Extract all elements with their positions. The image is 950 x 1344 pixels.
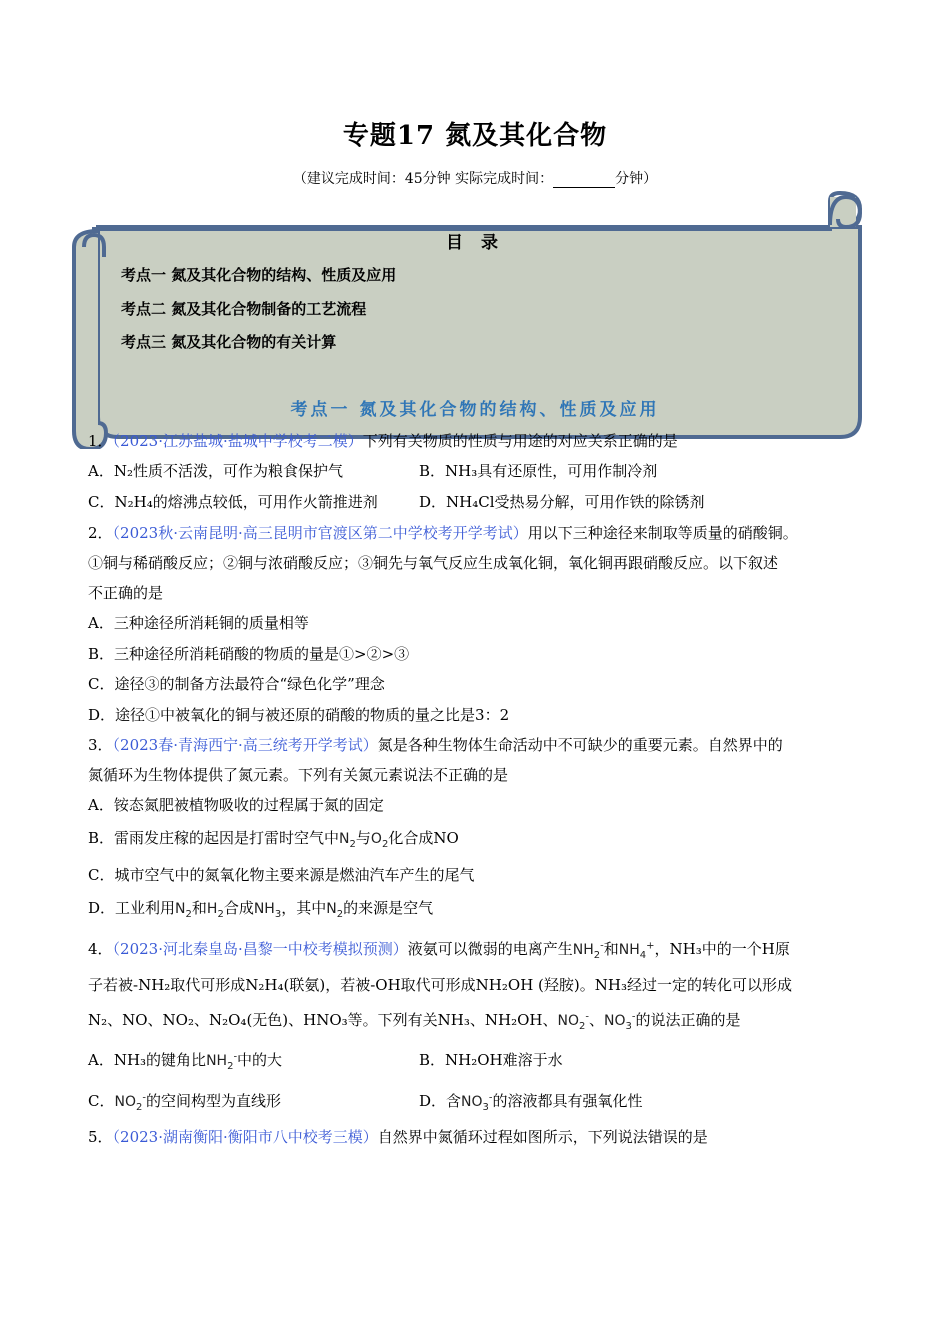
q4-option-b[interactable]: B．NH₂OH难溶于水 <box>419 1051 563 1069</box>
page-title: 专题17 氮及其化合物 <box>342 121 608 151</box>
q2-option-c[interactable]: C．途径③的制备方法最符合“绿色化学”理念 <box>88 675 385 693</box>
formula-no2-minus: $NO_2^-$ <box>557 1011 589 1032</box>
q1-option-a[interactable]: A．N₂性质不活泼，可作为粮食保护气 <box>88 462 343 480</box>
q2-option-a[interactable]: A．三种途径所消耗铜的质量相等 <box>88 614 309 632</box>
question-4-stem-line3: N₂、NO、NO₂、N₂O₄(无色)、HNO₃等。下列有关NH₃、NH₂OH、$NO_2^-$、$NO_3^-$的说法正确的是 <box>88 1011 741 1032</box>
q1-option-d[interactable]: D．NH₄Cl受热易分解，可用作铁的除锈剂 <box>419 493 705 511</box>
q1-option-c[interactable]: C．N₂H₄的熔沸点较低，可用作火箭推进剂 <box>88 493 378 511</box>
q4-option-d[interactable]: D．含$NO_3^-$的溶液都具有强氧化性 <box>419 1092 643 1113</box>
q3-option-b[interactable]: B．雷雨发庄稼的起因是打雷时空气中$N_2$与$O_2$化合成NO <box>88 829 459 850</box>
toc-item-2[interactable]: 考点二 氮及其化合物制备的工艺流程 <box>121 300 367 318</box>
q2-option-b[interactable]: B．三种途径所消耗硝酸的物质的量是①>②>③ <box>88 645 410 663</box>
time-blank[interactable] <box>553 173 615 188</box>
formula-n2: $N_2$ <box>175 901 192 920</box>
question-4-stem: 4．（2023·河北秦皇岛·昌黎一中校考模拟预测）液氨可以微弱的电离产生$NH_2^-$和$NH_4^+$，NH₃中的一个H原 <box>88 940 790 961</box>
formula-o2: $O_2$ <box>370 831 389 850</box>
toc-heading: 目 录 <box>446 233 504 253</box>
formula-nh4-plus: $NH_4^+$ <box>618 940 655 961</box>
formula-nh3: $NH_3$ <box>253 901 282 920</box>
formula-n2: $N_2$ <box>326 901 344 920</box>
formula-h2: $H_2$ <box>206 901 224 920</box>
q2-option-d[interactable]: D．途径①中被氧化的铜与被还原的硝酸的物质的量之比是3：2 <box>88 706 510 724</box>
formula-no2-minus: $NO_2^-$ <box>114 1092 146 1113</box>
question-2-stem-line2: ①铜与稀硝酸反应；②铜与浓硝酸反应；③铜先与氧气反应生成氧化铜，氧化铜再跟硝酸反应。以下叙述 <box>88 554 779 572</box>
question-4-stem-line2: 子若被-NH₂取代可形成N₂H₄(联氨)，若被-OH取代可形成NH₂OH (羟胺)。NH₃经过一定的转化可以形成 <box>88 976 792 994</box>
formula-no3-minus: $NO_3^-$ <box>603 1011 636 1032</box>
question-5-stem: 5．（2023·湖南衡阳·衡阳市八中校考三模）自然界中氮循环过程如图所示，下列说法错误的是 <box>88 1128 708 1146</box>
formula-nh2-minus: $NH_2^-$ <box>572 940 604 961</box>
q3-option-a[interactable]: A．铵态氮肥被植物吸收的过程属于氮的固定 <box>88 796 384 814</box>
question-3-stem-line2: 氮循环为生物体提供了氮元素。下列有关氮元素说法不正确的是 <box>88 766 509 784</box>
toc-item-3[interactable]: 考点三 氮及其化合物的有关计算 <box>121 333 337 351</box>
time-note: （建议完成时间：45分钟 实际完成时间： 分钟） <box>292 171 658 187</box>
q3-option-c[interactable]: C．城市空气中的氮氧化物主要来源是燃油汽车产生的尾气 <box>88 866 475 884</box>
q3-option-d[interactable]: D．工业利用$N_2$和$H_2$合成$NH_3$，其中$N_2$的来源是空气 <box>88 899 434 920</box>
question-2-stem-line3: 不正确的是 <box>88 584 164 602</box>
q4-option-c[interactable]: C．$NO_2^-$的空间构型为直线形 <box>88 1092 281 1113</box>
formula-no3-minus: $NO_3^-$ <box>461 1092 493 1113</box>
toc-item-1[interactable]: 考点一 氮及其化合物的结构、性质及应用 <box>121 266 397 284</box>
section-title: 考点一 氮及其化合物的结构、性质及应用 <box>290 400 660 420</box>
question-1-stem: 1．（2023·江苏盐城·盐城中学校考二模）下列有关物质的性质与用途的对应关系正确的是 <box>88 432 678 450</box>
formula-n2: $N_2$ <box>339 831 356 850</box>
q1-option-b[interactable]: B．NH₃具有还原性，可用作制冷剂 <box>419 462 658 480</box>
q4-option-a[interactable]: A．NH₃的键角比$NH_2^-$中的大 <box>88 1051 283 1072</box>
question-2-stem: 2．（2023秋·云南昆明·高三昆明市官渡区第二中学校考开学考试）用以下三种途径来制取等质量的硝酸铜。 <box>88 524 798 542</box>
formula-nh2-minus: $NH_2^-$ <box>206 1051 238 1072</box>
question-3-stem: 3．（2023春·青海西宁·高三统考开学考试）氮是各种生物体生命活动中不可缺少的重要元素。自然界中的 <box>88 736 783 754</box>
